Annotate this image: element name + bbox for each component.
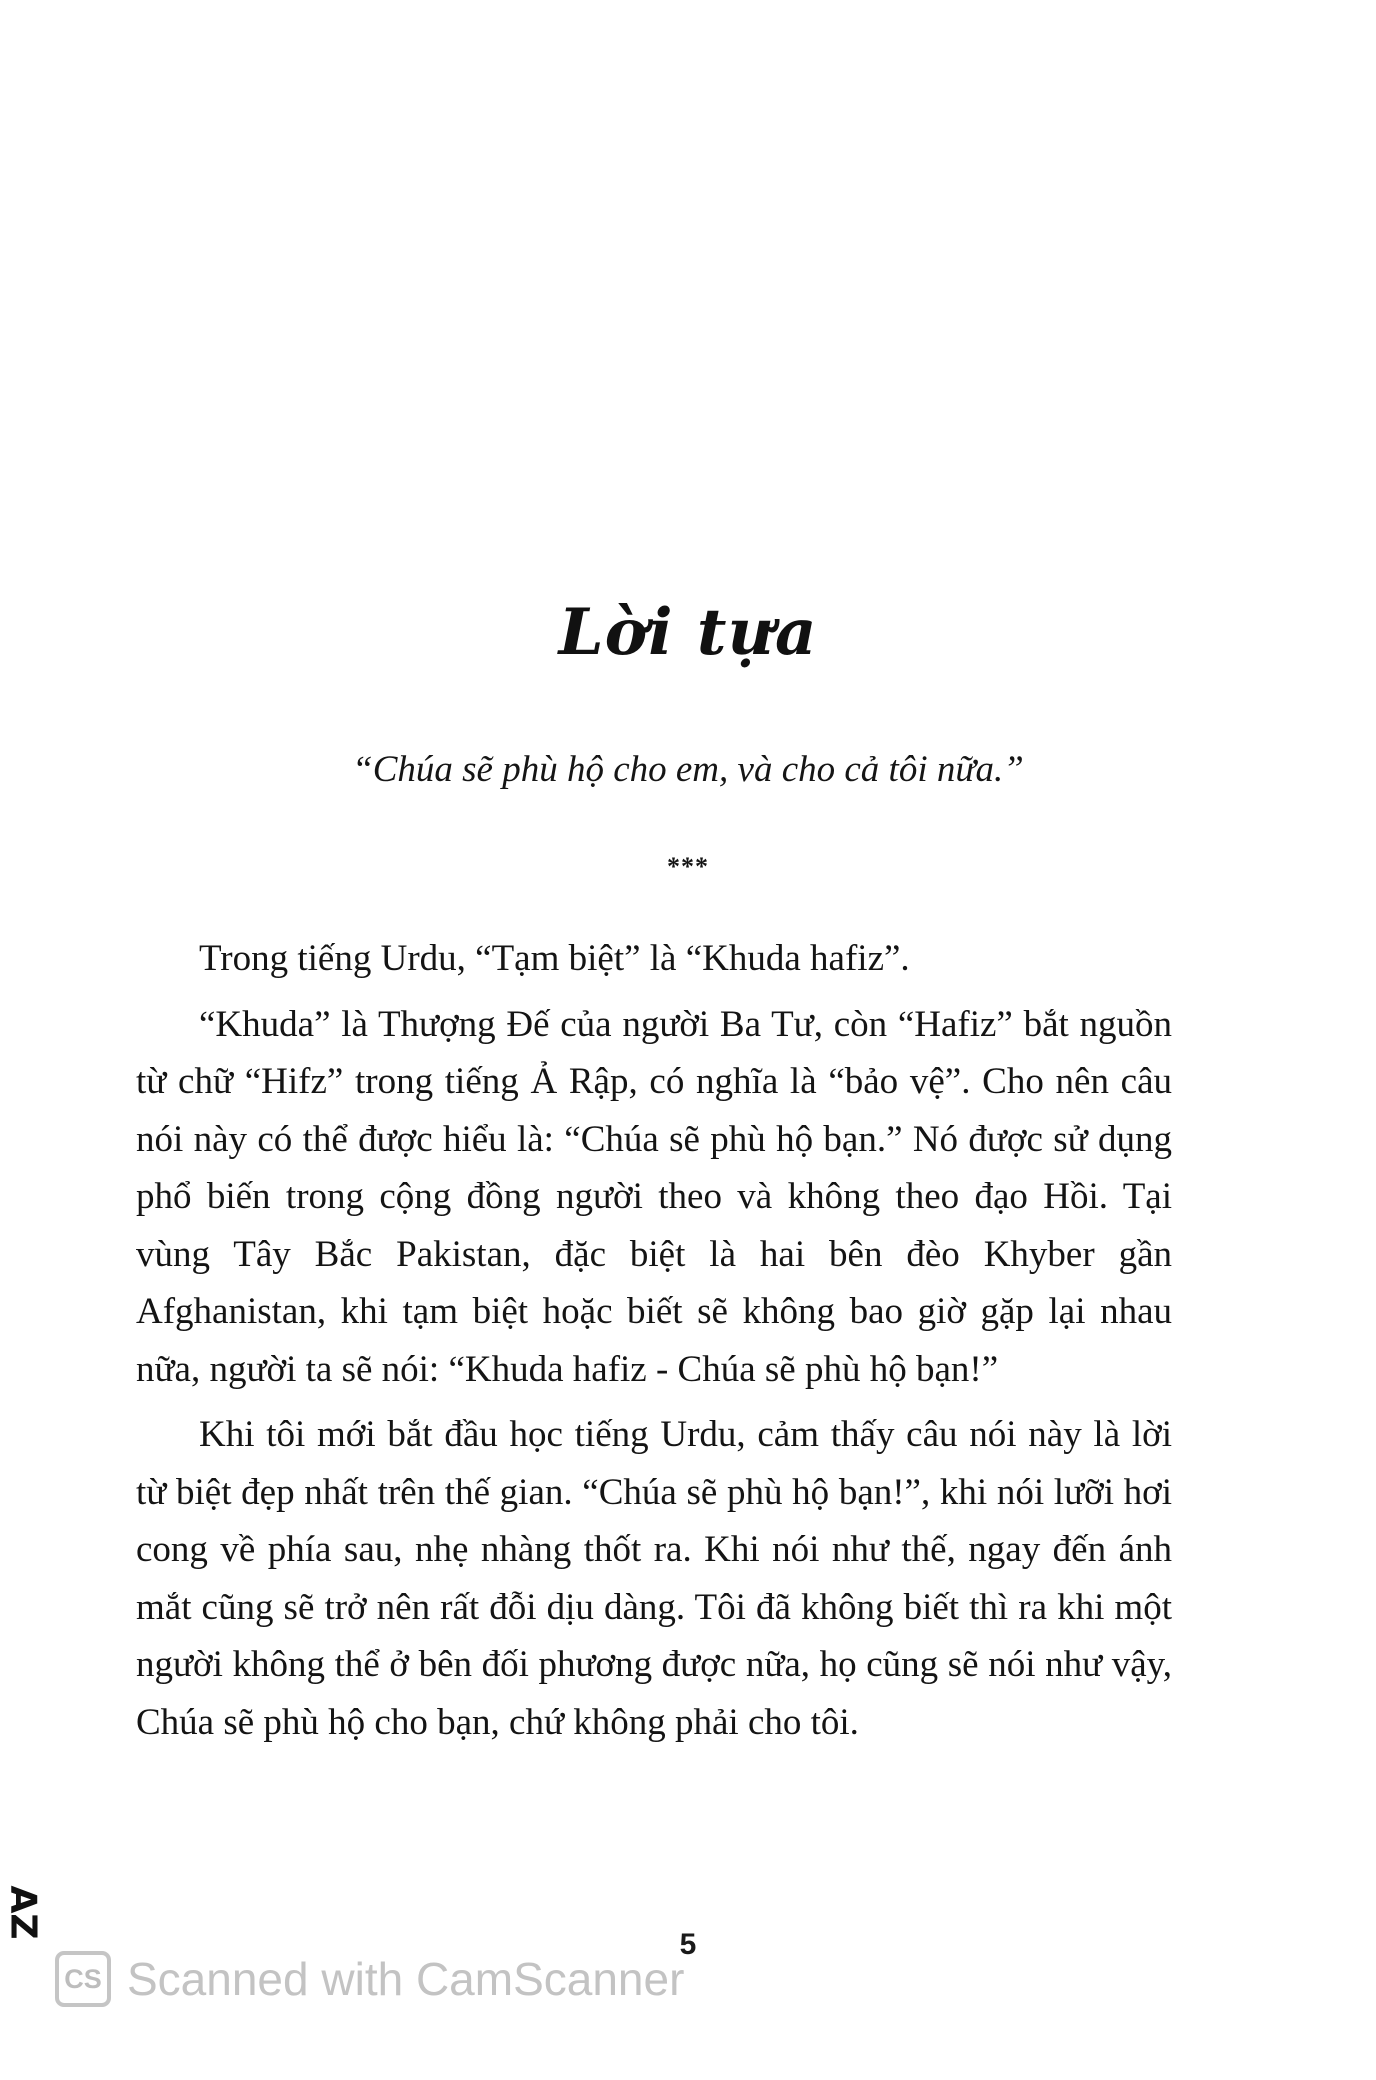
- paragraph: Trong tiếng Urdu, “Tạm biệt” là “Khuda hafiz”.: [199, 938, 910, 979]
- camscanner-logo-icon: CS: [55, 1951, 111, 2007]
- watermark-text: Scanned with CamScanner: [127, 1953, 685, 2005]
- scanner-watermark: [55, 1948, 684, 2010]
- paragraph: “Khuda” là Thượng Đế của người Ba Tư, còn “Hafiz” bắt nguồn từ chữ “Hifz” trong tiếng Ả Rập, có nghĩa là “bảo vệ”. Cho nên câu nói này có thể được hiểu là: “Chúa sẽ phù hộ bạn.” Nó được sử dụng phổ biến trong cộng đồng người theo và không theo đạo Hồi. Tại vùng Tây Bắc Pakistan, đặc biệt là hai bên đèo Khyber gần Afghanistan, khi tạm biệt hoặc biết sẽ không bao giờ gặp lại nhau nữa, người ta sẽ nói: “Khuda hafiz - Chúa sẽ phù hộ bạn!”: [136, 1003, 1172, 1390]
- paragraph: Khi tôi mới bắt đầu học tiếng Urdu, cảm thấy câu nói này là lời từ biệt đẹp nhất trên thế gian. “Chúa sẽ phù hộ bạn!”, khi nói lưỡi hơi cong về phía sau, nhẹ nhàng thốt ra. Khi nói như thế, ngay đến ánh mắt cũng sẽ trở nên rất đỗi dịu dàng. Tôi đã không biết thì ra khi một người không thể ở bên đối phương được nữa, họ cũng sẽ nói như vậy, Chúa sẽ phù hộ cho bạn, chứ không phải cho tôi.: [136, 1414, 1172, 1743]
- body-text: [136, 930, 1172, 1759]
- section-separator: ***: [667, 852, 709, 881]
- chapter-title: Lời tựa: [558, 595, 818, 670]
- page-number: 5: [679, 1928, 697, 1961]
- publisher-side-stamp-text: AZ: [2, 1885, 44, 1940]
- epigraph: “Chúa sẽ phù hộ cho em, và cho cả tôi nữa.”: [352, 749, 1024, 790]
